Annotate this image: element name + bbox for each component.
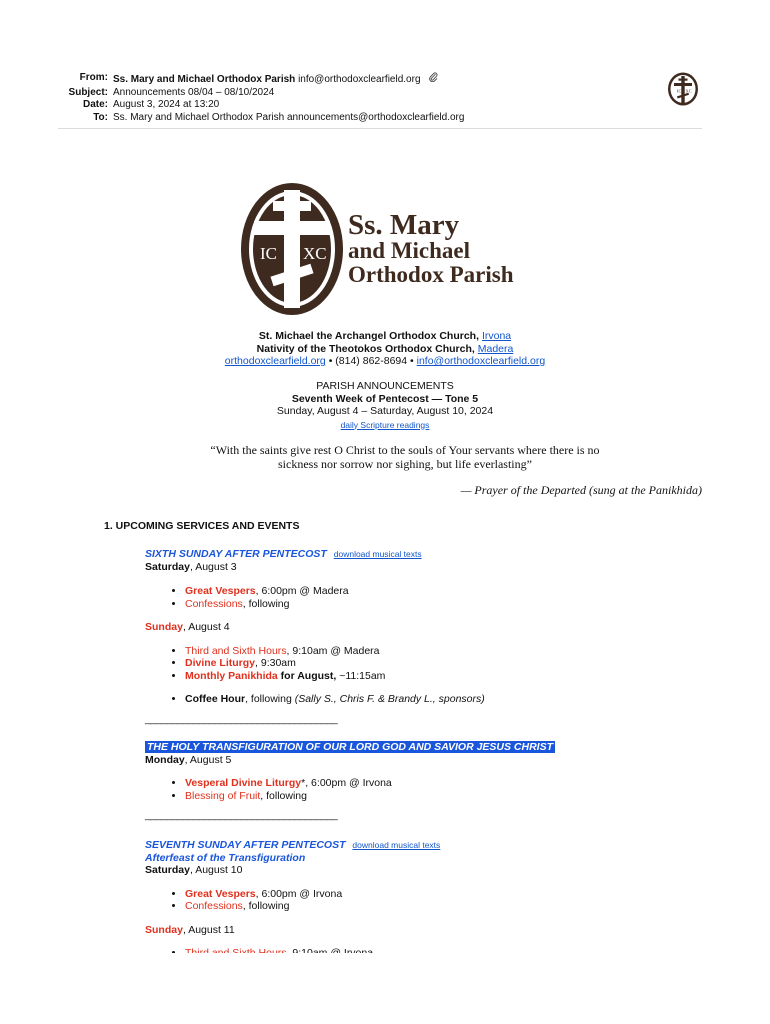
list-item: • Vesperal Divine Liturgy*, 6:00pm @ Irvona [185,777,745,790]
svg-text:XC: XC [303,244,327,263]
svg-text:IC: IC [260,244,277,263]
parish-logo [240,182,570,318]
list-item: • Confessions, following [185,598,745,611]
quote-attribution: — Prayer of the Departed (sung at the Panikhida) [460,483,702,497]
section-title: 1. UPCOMING SERVICES AND EVENTS [104,520,300,532]
block-transfiguration [145,741,745,822]
phone-number: • (814) 862-8694 • [328,355,414,367]
block3-sat-list [145,888,745,913]
list-item: • Third and Sixth Hours, 9:10am @ Madera [185,645,745,658]
email-link[interactable]: info@orthodoxclearfield.org [416,355,546,367]
block2-date: , August 5 [184,753,232,766]
announcements-header [0,380,770,431]
scripture-readings-link[interactable]: daily Scripture readings [340,419,430,430]
paperclip-icon[interactable] [429,72,438,87]
week-title: Seventh Week of Pentecost — Tone 5 [291,392,479,405]
block3-sat-date: , August 10 [189,864,243,876]
list-item: • Coffee Hour, following (Sally S., Chris F. & Brandy L., sponsors) [185,693,745,706]
date-range: Sunday, August 4 – Saturday, August 10, 2024 [276,405,494,417]
block1-sat-list [145,585,745,610]
list-item: • Confessions, following [185,900,745,913]
list-item: • Great Vespers, 6:00pm @ Irvona [185,888,745,901]
from-name: Ss. Mary and Michael Orthodox Parish [113,74,296,85]
block2-heading: THE HOLY TRANSFIGURATION OF OUR LORD GOD AND SAVIOR JESUS CHRIST [147,741,554,753]
list-item: • Great Vespers, 6:00pm @ Madera [185,585,745,598]
block-seventh-sunday [145,839,745,960]
separator-line: ____________________________________ [145,712,338,725]
block1-sun-date: , August 4 [182,621,230,633]
svg-text:IC: IC [677,88,682,94]
email-header [58,72,464,124]
logo-line3: Orthodox Parish [348,262,514,287]
from-label: From: [79,72,108,83]
block1-heading: SIXTH SUNDAY AFTER PENTECOST [145,548,327,560]
block1-coffee-list [145,693,745,706]
date-value: August 3, 2024 at 13:20 [113,99,220,110]
quote-text: “With the saints give rest O Christ to the souls of Your servants where there is no sickness nor sorrow nor sighing, but life everlasting” [210,443,600,471]
date-label: Date: [82,99,108,110]
block3-sat-day: Saturday [145,864,190,876]
irvona-link[interactable]: Irvona [481,330,512,342]
svg-text:XC: XC [685,88,692,94]
page-bottom-margin [0,953,770,1024]
logo-line1: Ss. Mary [348,209,460,241]
block1-sat-day: Saturday [145,560,190,573]
block3-subheading: Afterfeast of the Transfiguration [145,851,306,864]
from-email[interactable]: info@orthodoxclearfield.org [298,74,421,85]
header-divider [58,128,702,129]
list-item: • Blessing of Fruit, following [185,790,745,803]
website-link[interactable]: orthodoxclearfield.org [224,355,326,367]
block2-day: Monday [145,753,185,766]
block1-sun-day: Sunday [145,621,183,633]
separator-line: ____________________________________ [145,809,338,821]
block1-download-link[interactable]: download musical texts [333,549,422,559]
block1-sun-list [145,645,745,683]
block3-heading: SEVENTH SUNDAY AFTER PENTECOST [145,839,346,851]
church2-name: Nativity of the Theotokos Orthodox Church, [256,342,475,355]
madera-link[interactable]: Madera [477,342,514,355]
list-item: • Monthly Panikhida for August, ~11:15am [185,670,745,683]
block1-sat-date: , August 3 [189,560,237,573]
to-value: Ss. Mary and Michael Orthodox Parish announcements@orthodoxclearfield.org [113,111,465,123]
logo-line2: and Michael [348,238,471,263]
block-sixth-sunday [145,548,745,725]
subject-value: Announcements 08/04 – 08/10/2024 [113,86,275,98]
to-label: To: [93,111,108,123]
parish-cross-avatar-icon[interactable] [666,72,700,106]
orthodox-cross-icon [241,183,343,315]
block3-sun-date: , August 11 [182,923,235,936]
subject-label: Subject: [68,86,108,98]
list-item: • Divine Liturgy, 9:30am [185,657,745,670]
block3-download-link[interactable]: download musical texts [352,840,441,850]
church1-name: St. Michael the Archangel Orthodox Church, [258,330,480,342]
church-info [0,330,770,368]
block3-sun-day: Sunday [145,923,183,936]
block2-list [145,777,745,802]
announcements-title: PARISH ANNOUNCEMENTS [316,380,454,392]
